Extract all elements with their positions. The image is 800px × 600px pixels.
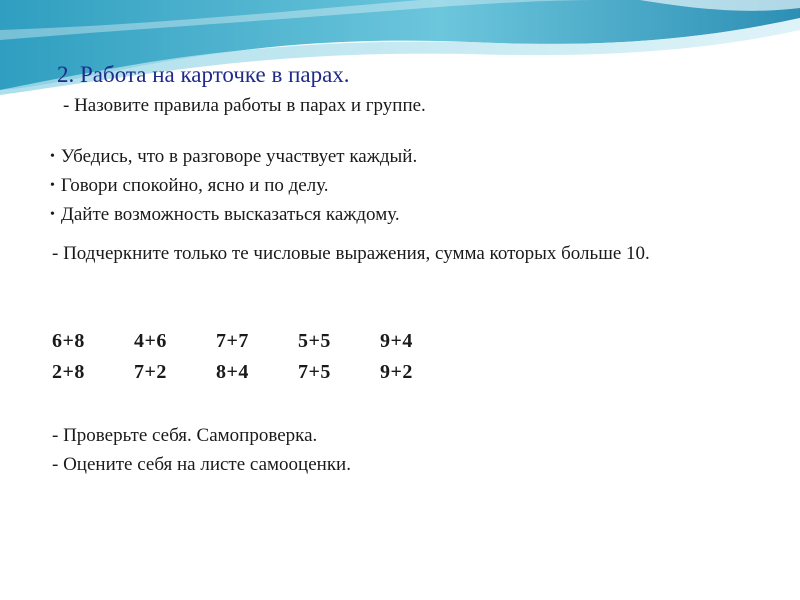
slide-subtitle: - Назовите правила работы в парах и группе.: [63, 95, 426, 116]
bullet-icon: •: [50, 178, 55, 193]
expression: 2+8: [52, 361, 85, 383]
rule-item: [50, 171, 417, 200]
expression: 8+4: [216, 361, 249, 383]
rule-item: [50, 142, 417, 171]
expression: 7+7: [216, 330, 249, 352]
task-instruction: - Подчеркните только те числовые выражения, сумма которых больше 10.: [52, 243, 650, 264]
footer-line: - Оцените себя на листе самооценки.: [52, 454, 351, 475]
footer-line: - Проверьте себя. Самопроверка.: [52, 425, 318, 446]
rule-text: Убедись, что в разговоре участвует каждый.: [60, 146, 418, 167]
rule-text: Говори спокойно, ясно и по делу.: [60, 175, 329, 196]
expression: 5+5: [298, 330, 331, 352]
rule-item: [50, 200, 417, 229]
expression: 7+5: [298, 361, 331, 383]
expressions-row: [52, 326, 462, 357]
expression: 7+2: [134, 361, 167, 383]
expression: 4+6: [134, 330, 167, 352]
rules-list: [50, 142, 417, 229]
slide-title: 2. Работа на карточке в парах.: [57, 62, 350, 87]
rule-text: Дайте возможность высказаться каждому.: [60, 204, 400, 225]
expressions-grid: [52, 326, 462, 388]
expression: 6+8: [52, 330, 85, 352]
footer-instructions: [52, 421, 351, 479]
expressions-row: [52, 357, 462, 388]
bullet-icon: •: [50, 149, 55, 164]
expression: 9+4: [380, 330, 413, 352]
expression: 9+2: [380, 361, 413, 383]
bullet-icon: •: [50, 207, 55, 222]
